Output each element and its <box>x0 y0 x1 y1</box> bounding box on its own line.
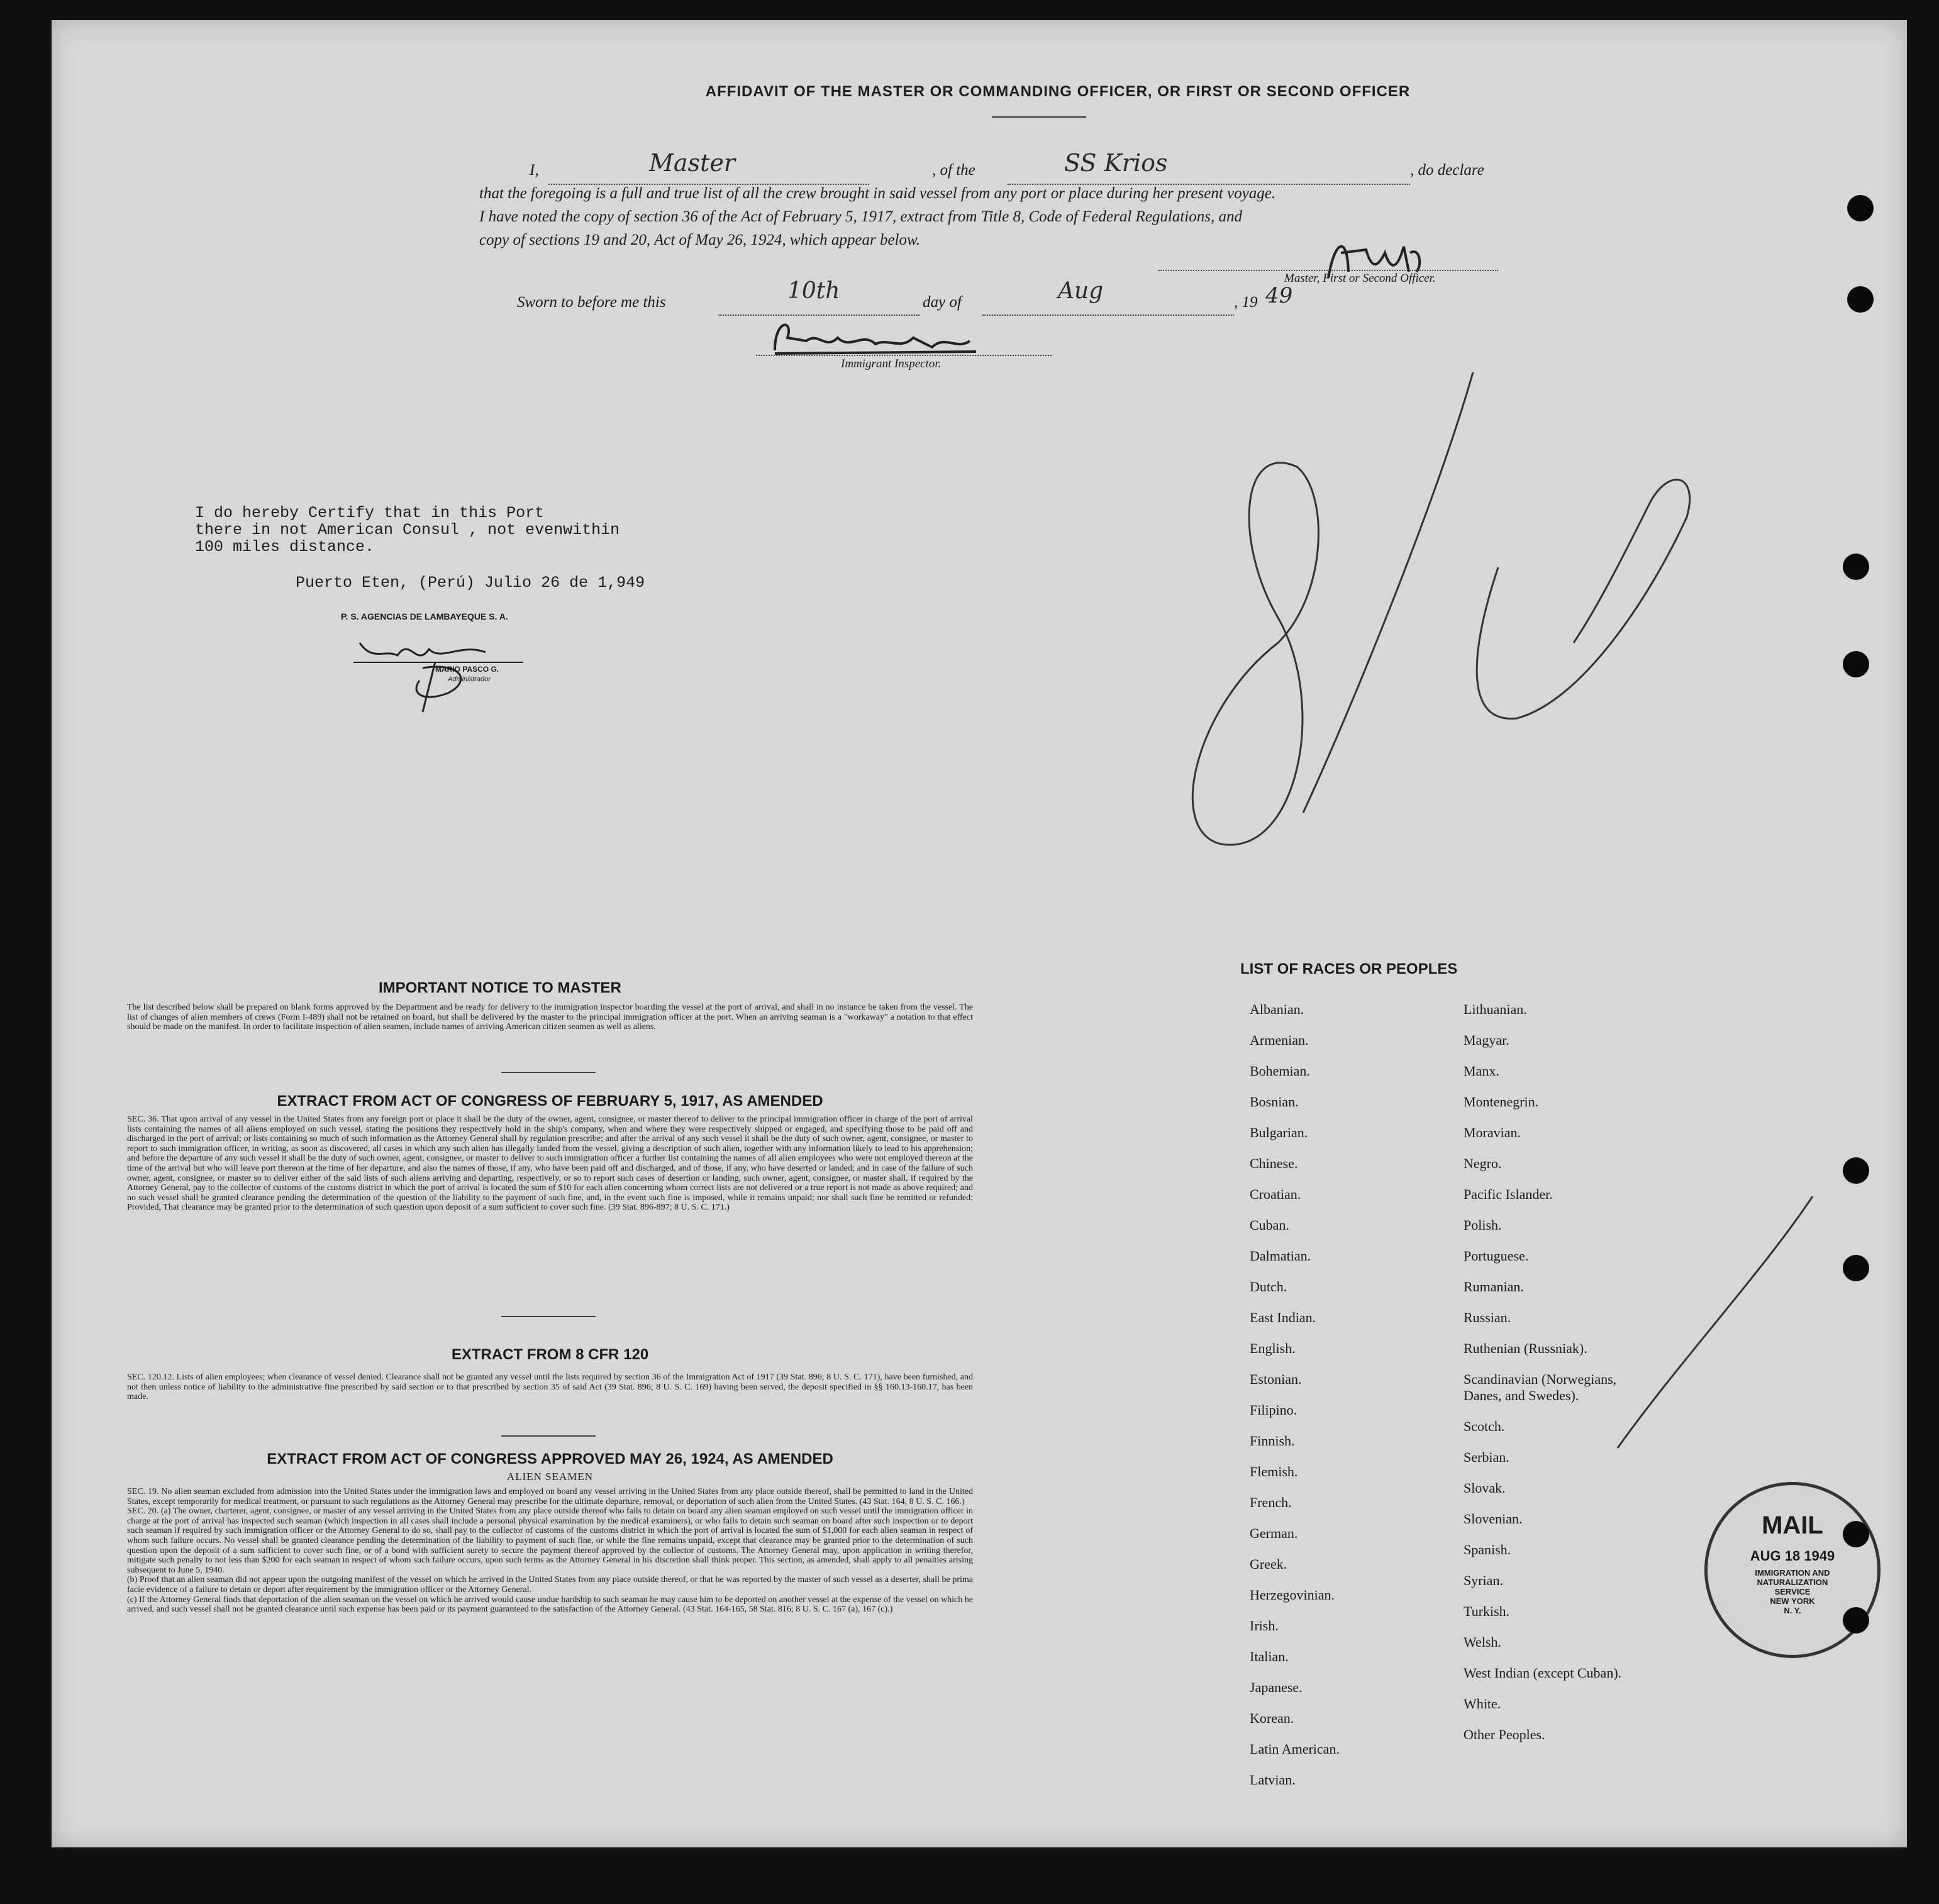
race-item: Armenian. <box>1250 1032 1309 1048</box>
sworn-label: Sworn to before me this <box>517 294 666 311</box>
stamp-line3: SERVICE <box>1774 1587 1811 1596</box>
race-item: Pacific Islander. <box>1464 1186 1553 1202</box>
vessel-handwritten: SS Krios <box>1064 149 1168 177</box>
race-item: Polish. <box>1464 1217 1502 1233</box>
extract-cfr-body: SEC. 120.12. Lists of alien employees; when clearance of vessel denied. Clearance shall not be granted any vessel until the lists required by section 36 of the Immigration Act of 1917 (39 Stat. 896; 8 U. S. C. 171), have been furnished, and not then unless notice of liability to the administrative fine prescribed by said section or to that prescribed by section 35 of said Act (39 Stat. 896; 8 U. S. C. 169) having been served, the deposit specified in §§ 160.13-160.17, has been made. <box>127 1372 973 1402</box>
races-title: LIST OF RACES OR PEOPLES <box>1240 960 1458 977</box>
agency-stamp-title: Administrador <box>448 676 491 683</box>
year-prefix: , 19 <box>1234 294 1258 311</box>
race-item: East Indian. <box>1250 1310 1316 1325</box>
rank-handwritten: Master <box>649 149 735 177</box>
binder-hole <box>1843 651 1869 677</box>
race-item: West Indian (except Cuban). <box>1464 1665 1622 1681</box>
race-item: Other Peoples. <box>1464 1727 1545 1742</box>
race-item: Scandinavian (Norwegians, <box>1464 1371 1617 1387</box>
race-item: English. <box>1250 1340 1296 1356</box>
certification-block <box>195 504 619 555</box>
agency-stamp-name: MARIO PASCO G. <box>435 665 499 674</box>
extract-1924-body <box>127 1487 973 1615</box>
race-item: Scotch. <box>1464 1418 1505 1434</box>
binder-hole <box>1847 286 1874 313</box>
inspector-line <box>756 354 1052 356</box>
of-the-label: , of the <box>932 162 975 179</box>
inspector-caption: Immigrant Inspector. <box>841 357 942 370</box>
race-item: Moravian. <box>1464 1125 1521 1140</box>
race-item: Irish. <box>1250 1618 1279 1634</box>
race-item: Montenegrin. <box>1464 1094 1539 1110</box>
binder-hole <box>1843 1521 1869 1547</box>
race-item: Slovenian. <box>1464 1511 1523 1527</box>
stamp-line2: NATURALIZATION <box>1757 1578 1828 1587</box>
certification-line1: I do hereby Certify that in this Port <box>195 504 545 522</box>
race-item: Spanish. <box>1464 1542 1511 1557</box>
race-item: Ruthenian (Russniak). <box>1464 1340 1587 1356</box>
affidavit-body-line2: I have noted the copy of section 36 of the Act of February 5, 1917, extract from Title 8, Code of Federal Regulations, and <box>479 208 1242 225</box>
race-item: Portuguese. <box>1464 1248 1529 1264</box>
affidavit-title: AFFIDAVIT OF THE MASTER OR COMMANDING OFFICER, OR FIRST OR SECOND OFFICER <box>705 83 1411 100</box>
sworn-month-field <box>982 297 1234 316</box>
race-item: Chinese. <box>1250 1155 1298 1171</box>
day-of-label: day of <box>923 294 962 311</box>
race-item: Albanian. <box>1250 1001 1304 1017</box>
race-item: Estonian. <box>1250 1371 1302 1387</box>
race-item: Flemish. <box>1250 1464 1298 1479</box>
extract-cfr-title: EXTRACT FROM 8 CFR 120 <box>451 1346 649 1363</box>
alien-seamen-subtitle: ALIEN SEAMEN <box>506 1471 594 1483</box>
sec-20b: (b) Proof that an alien seaman did not appear upon the outgoing manifest of the vessel on which he arrived in the United States from any place outside thereof, or that he was reported by the master of such vessel as a deserter, shall be prima facie evidence of a failure to detain or deport after requirement by the immigration officer or the Attorney General. <box>127 1575 973 1595</box>
place-date: Puerto Eten, (Perú) Julio 26 de 1,949 <box>296 574 645 592</box>
notice-rule <box>501 1072 596 1073</box>
sec-20a: SEC. 20. (a) The owner, charterer, agent, consignee, or master of any vessel arriving in the United States from any place outside thereof who fails to detain on board any alien seaman employed on such vessel until the immigration officer in charge at the port of arrival has inspected such seaman (which inspection in all cases shall include a personal physical examination by the medical examiners), or who fails to detain such seaman on board after such inspection or to deport such seaman if required by such immigration officer or the Attorney General to do so, shall pay to the collector of customs of the customs district in which the port of arrival is located the sum of $1,000 for each alien seaman in respect of whom such failure occurs. No vessel shall be granted clearance pending the determination of the liability to payment of such fine, or while the fine remains unpaid, except that clearance may be granted prior to the determination of such question upon the deposit of a sum sufficient to cover such fine, or of a bond with sufficient surety to secure the payment thereof approved by the collector of customs. The Attorney General may, upon application in writing therefor, mitigate such penalty to not less than $200 for each seaman in respect of whom such failure occurs, upon such terms as the Attorney General in his discretion shall think proper. This section, as amended, shall apply to all penalties arising subsequent to June 5, 1940. <box>127 1506 973 1575</box>
signature-caption: Master, First or Second Officer. <box>1284 272 1436 285</box>
signature-line <box>1158 269 1498 271</box>
race-item: Welsh. <box>1464 1634 1501 1650</box>
race-item: Italian. <box>1250 1649 1289 1664</box>
sec-20c: (c) If the Attorney General finds that deportation of the alien seaman on the vessel on which he arrived would cause undue hardship to such seaman he may cause him to be deported on another vessel at the expense of the vessel on which he arrived, and such vessel shall not be granted clearance until such expense has been paid or its payment guaranteed to the satisfaction of the Attorney General. (43 Stat. 164-165, 58 Stat. 816; 8 U. S. C. 167 (a), 167 (c).) <box>127 1595 973 1615</box>
race-item: Danes, and Swedes). <box>1464 1388 1579 1403</box>
race-item: Latvian. <box>1250 1772 1296 1788</box>
stamp-date: AUG 18 1949 <box>1750 1548 1835 1564</box>
do-declare-label: , do declare <box>1410 162 1484 179</box>
sworn-day-handwritten: 10th <box>787 278 840 304</box>
race-item: Dalmatian. <box>1250 1248 1311 1264</box>
race-item: Finnish. <box>1250 1433 1295 1449</box>
race-item: Korean. <box>1250 1710 1294 1726</box>
race-item: Bohemian. <box>1250 1063 1310 1079</box>
sec-19: SEC. 19. No alien seaman excluded from admission into the United States under the immigration laws and employed on board any vessel arriving in the United States from any place outside thereof, shall be permitted to land in the United States, except temporarily for medical treatment, or pursuant to such regulations as the Attorney General may prescribe for the ultimate departure, removal, or deportation of such alien from the United States. (43 Stat. 164, 8 U. S. C. 166.) <box>127 1487 973 1506</box>
race-item: Rumanian. <box>1464 1279 1524 1294</box>
race-item: Syrian. <box>1464 1573 1503 1588</box>
binder-hole <box>1843 1607 1869 1634</box>
stamp-mail: MAIL <box>1762 1512 1823 1539</box>
races-left-column <box>1250 1001 1340 1803</box>
master-signature <box>1309 228 1460 297</box>
race-item: Croatian. <box>1250 1186 1301 1202</box>
race-item: German. <box>1250 1525 1298 1541</box>
certification-line2: there in not American Consul , not evenwithin <box>195 521 620 539</box>
binder-hole <box>1843 1255 1869 1281</box>
race-item: Bosnian. <box>1250 1094 1299 1110</box>
race-item: Serbian. <box>1464 1449 1509 1465</box>
affidavit-body-line1: that the foregoing is a full and true list of all the crew brought in said vessel from any port or place during her present voyage. <box>479 185 1276 202</box>
race-item: Latin American. <box>1250 1741 1340 1757</box>
certification-line3: 100 miles distance. <box>195 538 375 556</box>
race-item: Turkish. <box>1464 1603 1510 1619</box>
race-item: Dutch. <box>1250 1279 1287 1294</box>
extract-1924-title: EXTRACT FROM ACT OF CONGRESS APPROVED MAY 26, 1924, AS AMENDED <box>267 1450 833 1467</box>
race-item: Lithuanian. <box>1464 1001 1527 1017</box>
race-item: Russian. <box>1464 1310 1511 1325</box>
race-item: Filipino. <box>1250 1402 1297 1418</box>
binder-hole <box>1843 1157 1869 1184</box>
binder-hole <box>1843 554 1869 580</box>
race-item: White. <box>1464 1696 1501 1712</box>
race-item: Magyar. <box>1464 1032 1509 1048</box>
race-item: Negro. <box>1464 1155 1502 1171</box>
race-item: Greek. <box>1250 1556 1287 1572</box>
race-item: Japanese. <box>1250 1679 1303 1695</box>
stamp-line1: IMMIGRATION AND <box>1755 1568 1830 1578</box>
notice-title: IMPORTANT NOTICE TO MASTER <box>379 979 621 996</box>
race-item: Slovak. <box>1464 1480 1506 1496</box>
race-item: Cuban. <box>1250 1217 1289 1233</box>
race-item: Manx. <box>1464 1063 1499 1079</box>
races-right-column <box>1464 1001 1621 1757</box>
extract-1917-rule <box>501 1316 596 1317</box>
stamp-line4: NEW YORK <box>1770 1596 1815 1606</box>
affidavit-body-line3: copy of sections 19 and 20, Act of May 26, 1924, which appear below. <box>479 231 921 248</box>
year-handwritten: 49 <box>1265 283 1293 308</box>
extract-1917-title: EXTRACT FROM ACT OF CONGRESS OF FEBRUARY 5, 1917, AS AMENDED <box>277 1093 823 1110</box>
agency-stamp-company: P. S. AGENCIAS DE LAMBAYEQUE S. A. <box>341 611 508 621</box>
race-item: French. <box>1250 1495 1292 1510</box>
notice-body: The list described below shall be prepared on blank forms approved by the Department and be ready for delivery to the immigration inspector boarding the vessel at the port of arrival, and shall in no instance be taken from the vessel. The list of changes of alien members of crews (Form I-489) shall not be retained on board, but shall be delivered by the master to the principal immigration officer at the port. When an arriving seaman is a "workaway" a notation to that effect should be made on the manifest. In order to facilitate inspection of alien seamen, include names of arriving American citizen seamen as well as aliens. <box>127 1003 973 1032</box>
sworn-month-handwritten: Aug <box>1058 278 1104 304</box>
race-item: Herzegovinian. <box>1250 1587 1335 1603</box>
race-item: Bulgarian. <box>1250 1125 1308 1140</box>
stamp-line5: N. Y. <box>1784 1606 1801 1615</box>
agency-signature-line <box>353 662 523 663</box>
title-rule <box>992 116 1086 118</box>
extract-cfr-rule <box>501 1435 596 1437</box>
binder-hole <box>1847 195 1874 221</box>
handwritten-notation <box>1033 316 1850 1486</box>
i-label: I, <box>530 162 539 179</box>
document-sheet <box>52 20 1907 1847</box>
extract-1917-body: SEC. 36. That upon arrival of any vessel in the United States from any foreign port or place it shall be the duty of the owner, agent, consignee, or master thereof to deliver to the principal immigration officer in charge of the port of arrival lists containing the names of all aliens employed on such vessel, stating the positions they respectively hold in the ship's company, when and where they were respectively shipped or engaged, and specifying those to be paid off and discharged in the port of arrival; or lists containing so much of such information as the Attorney General shall by regulation prescribe; and after the arrival of any such vessel it shall be the duty of such owner, agent, consignee, or master to report to such immigration officer, in writing, as soon as discovered, all cases in which any such alien has illegally landed from the vessel, giving a description of such alien, together with any information likely to lead to his apprehension; and before the departure of any such vessel it shall be the duty of such owner, agent, consignee, or master to deliver to such immigration officer a further list containing the names of all alien employees who were not employed thereon at the time of the arrival but who will leave port thereon at the time of her departure, and also the names of those, if any, who have been paid off and discharged, and of those, if any, who have deserted or landed; and in case of the failure of such owner, agent, consignee, or master so to deliver either of the said lists of such aliens arriving and departing, respectively, or so to report such cases of desertion or landing, such owner, agent, consignee, or master shall, if required by the Attorney General, pay to the collector of customs of the customs district in which the port of arrival is located the sum of $10 for each alien concerning whom correct lists are not delivered or a true report is not made as above required; and no such vessel shall be granted clearance pending the determination of the question of the liability to the payment of such fine, and, in the event such fine is imposed, while it remains unpaid; nor shall such fine be remitted or refunded: Provided, That clearance may be granted prior to the determination of such question upon deposit of a sum sufficient to cover such fine. (39 Stat. 896-897; 8 U. S. C. 171.) <box>127 1115 973 1213</box>
